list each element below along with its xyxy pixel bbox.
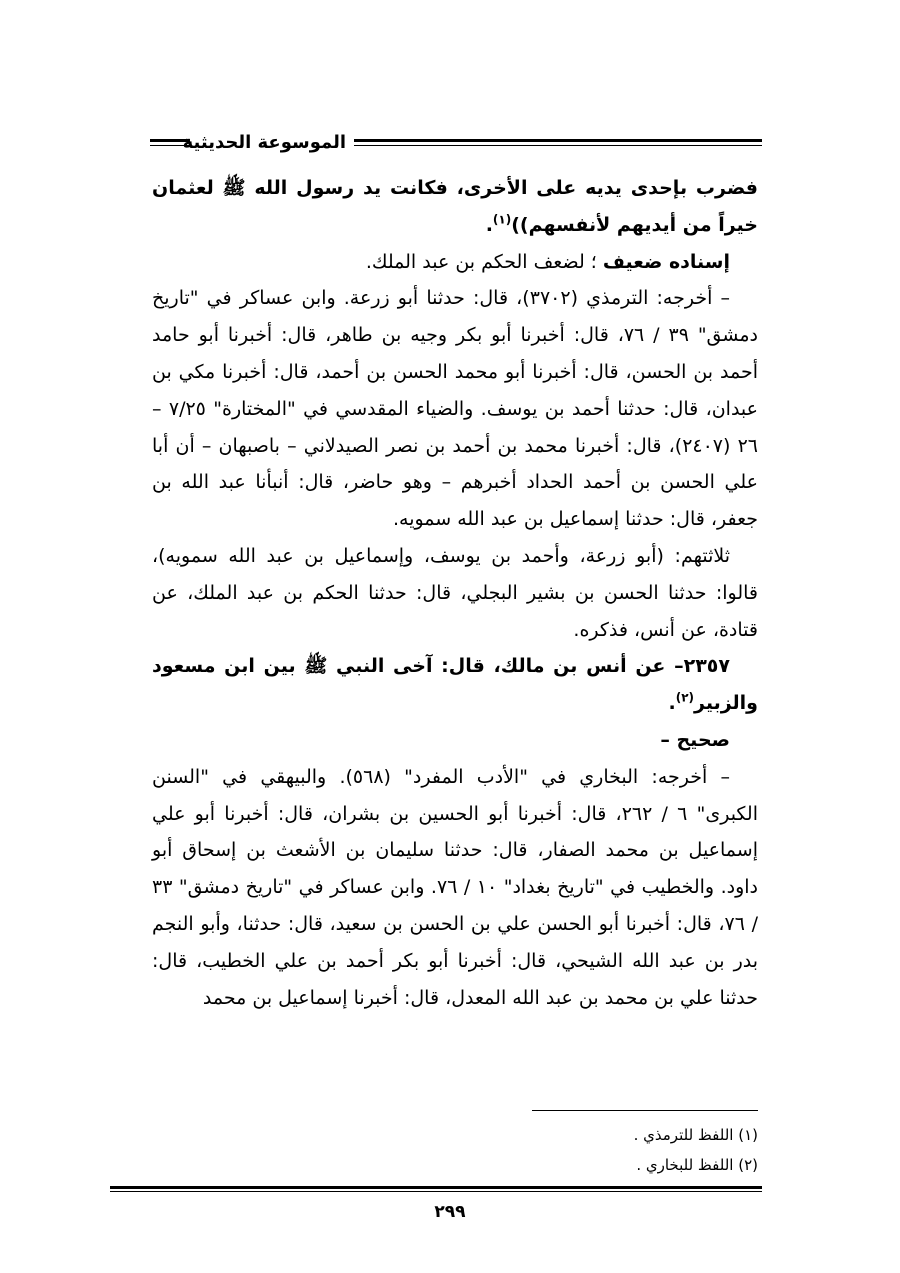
grading-2: صحيح –: [660, 728, 730, 751]
hadith-text-1-end: .: [485, 213, 493, 236]
takhrij-1b: ثلاثتهم: (أبو زرعة، وأحمد بن يوسف، وإسماعيل بن عبد الله سمويه)، قالوا: حدثنا الحسن بن بشير البجلي، قال: حدثنا الحكم بن عبد الملك، عن قتادة، عن أنس، فذكره.: [152, 544, 758, 641]
takhrij-2: – أخرجه: البخاري في "الأدب المفرد" (٥٦٨). والبيهقي في "السنن الكبرى" ٦ / ٢٦٢، قال: أخبرنا أبو الحسين بن بشران، قال: أخبرنا أبو علي إسماعيل بن محمد الصفار، قال: حدثنا سليمان بن الأشعث بن إسحاق أبو داود. والخطيب في "تاريخ بغداد" ١٠ / ٧٦. وابن عساكر في "تاريخ دمشق" ٣٣ / ٧٦، قال: أخبرنا أبو الحسن علي بن الحسن بن سعيد، قال: حدثنا، وأبو النجم بدر بن عبد الله الشيحي، قال: أخبرنا أبو بكر أحمد بن علي الخطيب، قال: حدثنا علي بن محمد بن عبد الله المعدل، قال: أخبرنا إسماعيل بن محمد: [152, 765, 758, 1009]
footnote-1: (١) اللفظ للترمذي .: [633, 1126, 758, 1144]
grading-1: [152, 244, 758, 281]
running-header: [150, 130, 762, 160]
takhrij-1: – أخرجه: الترمذي (٣٧٠٢)، قال: حدثنا أبو زرعة. وابن عساكر في "تاريخ دمشق" ٣٩ / ٧٦، قال: أخبرنا أبو بكر وجيه بن طاهر، قال: أخبرنا أبو حامد أحمد بن الحسن، قال: أخبرنا أبو محمد الحسن بن أحمد، قال: أخبرنا مكي بن عبدان، قال: حدثنا أحمد بن يوسف. والضياء المقدسي في "المختارة" ٧/٢٥ – ٢٦ (٢٤٠٧)، قال: أخبرنا محمد بن أحمد بن نصر الصيدلاني – باصبهان – أن أبا علي الحسن بن أحمد الحداد أخبرهم – وهو حاضر، قال: أنبأنا عبد الله بن جعفر، قال: حدثنا إسماعيل بن عبد الله سمويه.: [152, 287, 758, 531]
grading-1-bold: إسناده ضعيف: [602, 250, 730, 273]
footnote-2: (٢) اللفظ للبخاري .: [636, 1156, 758, 1174]
footnote-ref-2: (٢): [675, 690, 694, 705]
hadith-2357: [152, 648, 758, 722]
hadith-2-end: .: [668, 692, 676, 715]
hadith-2-text: ٢٣٥٧– عن أنس بن مالك، قال: آخى النبي ﷺ بين ابن مسعود والزبير: [152, 655, 758, 715]
hadith-text-continuation: [152, 170, 758, 244]
main-text: [152, 170, 758, 1016]
footnote-separator: [532, 1110, 758, 1111]
footnote-ref-1: (١): [492, 212, 512, 227]
header-rule-left: [150, 139, 190, 146]
hadith-text-1: فضرب بإحدى يديه على الأخرى، فكانت يد رسول الله ﷺ لعثمان خيراً من أيديهم لأنفسهم)): [152, 177, 758, 236]
page-number: ٢٩٩: [434, 1202, 466, 1222]
header-rule-right: [354, 139, 762, 146]
footnotes: [452, 1120, 758, 1180]
header-title: الموسوعة الحديثية: [182, 132, 346, 153]
grading-1-rest: ؛ لضعف الحكم بن عبد الملك.: [365, 250, 603, 273]
footer-rule: [110, 1186, 762, 1192]
